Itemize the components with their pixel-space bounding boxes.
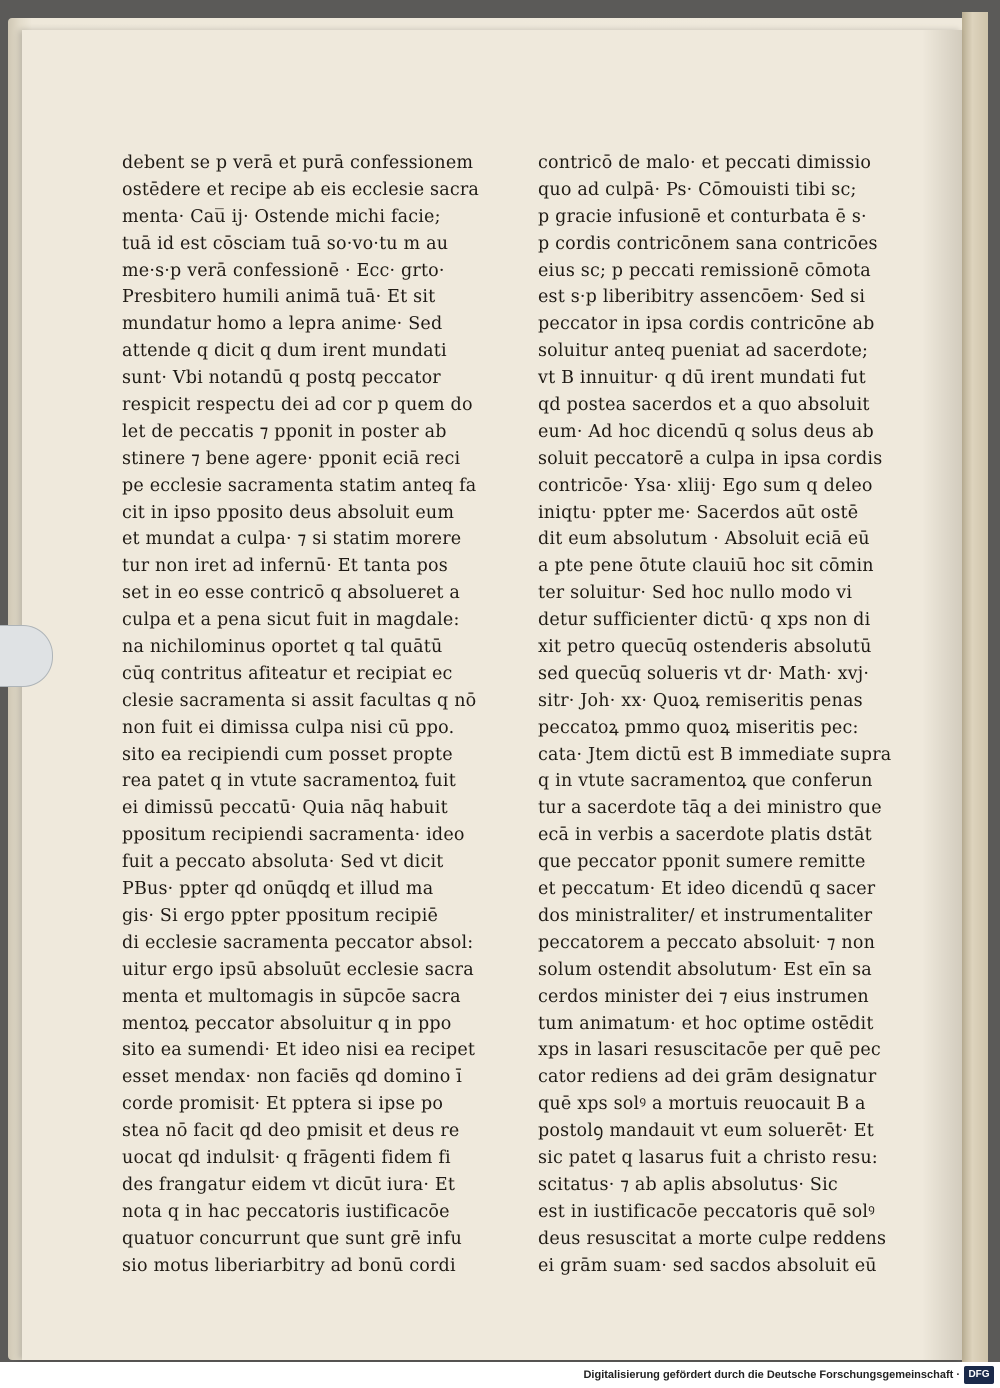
text-line: sed quecūq solueris vt dr· Math· xvj·: [538, 663, 870, 684]
text-line: p cordis contricōnem sana contricōes: [538, 233, 878, 254]
text-line: uocat qd indulsit· q frāgenti fidem fi: [122, 1147, 451, 1168]
text-line: na nichilominus oportet q tal quātū: [122, 637, 443, 658]
text-line: cūq contritus afiteatur et recipiat ec: [122, 663, 453, 684]
text-line: cator rediens ad dei grām designatur: [538, 1067, 877, 1088]
text-line: rea patet q in vtute sacramentoꝝ fuit: [122, 771, 456, 792]
text-line: peccatorem a peccato absoluit· ⁊ non: [538, 932, 876, 953]
text-line: quē xps solꝰ a mortuis reuocauit B a: [538, 1094, 866, 1115]
text-line: xps in lasari resuscitacōe per quē pec: [538, 1040, 881, 1061]
text-line: quatuor concurrunt que sunt grē infu: [122, 1228, 463, 1249]
text-line: clesie sacramenta si assit facultas q nō: [122, 690, 477, 711]
text-line: stinere ⁊ bene agere· pponit eciā reci: [122, 448, 461, 469]
text-line: di ecclesie sacramenta peccator absol:: [122, 932, 474, 953]
text-line: qd postea sacerdos et a quo absoluit: [538, 395, 870, 416]
text-line: solum ostendit absolutum· Est eīn sa: [538, 959, 872, 980]
text-line: attende q dicit q dum irent mundati: [122, 341, 447, 362]
text-line: ei grām suam· sed sacdos absoluit eū: [538, 1255, 877, 1276]
text-line: tur non iret ad infernū· Et tanta pos: [122, 556, 448, 577]
text-line: quo ad culpā· Ps· Cōmouisti tibi sc;: [538, 179, 857, 200]
text-line: pe ecclesie sacramenta statim anteq fa: [122, 475, 477, 496]
text-line: sunt· Vbi notandū q postq peccator: [122, 368, 441, 389]
text-line: et mundat a culpa· ⁊ si statim morere: [122, 529, 462, 550]
text-line: peccatoꝝ pmmo quoꝝ miseritis pec:: [538, 717, 859, 738]
text-line: des frangatur eidem vt dicūt iura· Et: [122, 1174, 456, 1195]
text-line: fuit a peccato absoluta· Sed vt dicit: [122, 852, 444, 873]
text-line: tum animatum· et hoc optime ostēdit: [538, 1013, 874, 1034]
text-line: esset mendax· non faciēs qd domino ī: [122, 1067, 463, 1088]
text-line: a pte pene ōtute clauiū hoc sit cōmin: [538, 556, 874, 577]
text-line: deus resuscitat a morte culpe reddens: [538, 1228, 887, 1249]
text-line: sic patet q lasarus fuit a christo resu:: [538, 1147, 878, 1168]
left-text-column: [122, 150, 480, 1279]
text-line: sitr· Joh· xx· Quoꝝ remiseritis penas: [538, 690, 863, 711]
right-text-column: [538, 150, 892, 1279]
text-line: eius sc; p peccati remissionē cōmota: [538, 260, 871, 281]
text-line: detur sufficienter dictū· q xps non di: [538, 610, 871, 631]
text-line: mundatur homo a lepra anime· Sed: [122, 314, 443, 335]
text-line: sito ea sumendi· Et ideo nisi ea recipet: [122, 1040, 476, 1061]
text-line: iniqtu· ppter me· Sacerdos aūt ostē: [538, 502, 859, 523]
text-line: nota q in hac peccatoris iustificacōe: [122, 1201, 450, 1222]
text-line: Presbitero humili animā tuā· Et sit: [122, 287, 436, 308]
text-line: tur a sacerdote tāq a dei ministro que: [538, 798, 882, 819]
text-line: soluitur anteq pueniat ad sacerdote;: [538, 341, 869, 362]
text-line: cata· Jtem dictū est B immediate supra: [538, 744, 892, 765]
text-line: ter soluitur· Sed hoc nullo modo vi: [538, 583, 853, 604]
text-line: ostēdere et recipe ab eis ecclesie sacra: [122, 179, 480, 200]
text-line: PBus· ppter qd onūqdq et illud ma: [122, 879, 434, 900]
facing-page-edge: [962, 12, 988, 1362]
text-line: soluit peccatorē a culpa in ipsa cordis: [538, 448, 883, 469]
text-line: uitur ergo ipsū absoluūt ecclesie sacra: [122, 959, 474, 980]
text-line: est s·p liberibitry assencōem· Sed si: [538, 287, 866, 308]
text-line: gis· Si ergo ppter ppositum recipiē: [122, 905, 439, 926]
text-line: mentoꝝ peccator absoluitur q in ppo: [122, 1013, 452, 1034]
text-line: menta et multomagis in sūpcōe sacra: [122, 986, 461, 1007]
text-line: et peccatum· Et ideo dicendū q sacer: [538, 879, 876, 900]
text-line: dit eum absolutum · Absoluit eciā eū: [538, 529, 870, 550]
text-line: contricō de malo· et peccati dimissio: [538, 153, 872, 173]
text-line: est in iustificacōe peccatoris quē solꝰ: [538, 1201, 876, 1222]
text-line: debent se p verā et purā confessionem: [122, 153, 474, 173]
dfg-logo: DFG: [964, 1366, 994, 1384]
text-line: me·s·p verā confessionē · Ecc· grto·: [122, 260, 445, 281]
text-line: xit petro quecūq ostenderis absolutū: [538, 637, 872, 658]
funding-credit: Digitalisierung gefördert durch die Deutsche Forschungsgemeinschaft ·: [583, 1369, 960, 1381]
text-line: scitatus· ⁊ ab aplis absolutus· Sic: [538, 1174, 838, 1195]
text-line: p gracie infusionē et conturbata ē s·: [538, 206, 867, 227]
text-line: que peccator pponit sumere remitte: [538, 852, 866, 873]
text-line: non fuit ei dimissa culpa nisi cū ppo.: [122, 717, 455, 738]
text-line: ei dimissū peccatū· Quia nāq habuit: [122, 798, 448, 819]
text-line: tuā id est cōsciam tuā so·vo·tu m au: [122, 233, 449, 254]
text-line: let de peccatis ⁊ pponit in poster ab: [122, 421, 447, 442]
text-line: sio motus liberiarbitry ad bonū cordi: [122, 1255, 456, 1276]
text-line: ecā in verbis a sacerdote platis dstāt: [538, 825, 872, 846]
text-line: dos ministraliter/ et instrumentaliter: [538, 905, 873, 926]
text-line: menta· Cau̅ ij· Ostende michi facie;: [122, 206, 441, 227]
page-gutter-shadow: [922, 30, 962, 1360]
text-line: culpa et a pena sicut fuit in magdale:: [122, 610, 460, 631]
text-line: respicit respectu dei ad cor p quem do: [122, 395, 473, 416]
text-line: q in vtute sacramentoꝝ que conferun: [538, 771, 873, 792]
text-line: postolꝯ mandauit vt eum soluerēt· Et: [538, 1121, 875, 1142]
text-line: peccator in ipsa cordis contricōne ab: [538, 314, 875, 335]
text-line: vt B innuitur· q dū irent mundati fut: [538, 368, 866, 389]
text-line: stea nō facit qd deo pmisit et deus re: [122, 1121, 460, 1142]
text-line: ppositum recipiendi sacramenta· ideo: [122, 825, 465, 846]
text-line: set in eo esse contricō q absolueret a: [122, 583, 461, 604]
text-line: eum· Ad hoc dicendū q solus deus ab: [538, 421, 874, 442]
text-line: corde promisit· Et pptera si ipse po: [122, 1094, 444, 1115]
text-line: cerdos minister dei ⁊ eius instrumen: [538, 986, 869, 1007]
text-line: cit in ipso pposito deus absoluit eum: [122, 502, 455, 523]
text-line: contricōe· Ysa· xliij· Ego sum q deleo: [538, 475, 873, 496]
text-line: sito ea recipiendi cum posset propte: [122, 744, 453, 765]
